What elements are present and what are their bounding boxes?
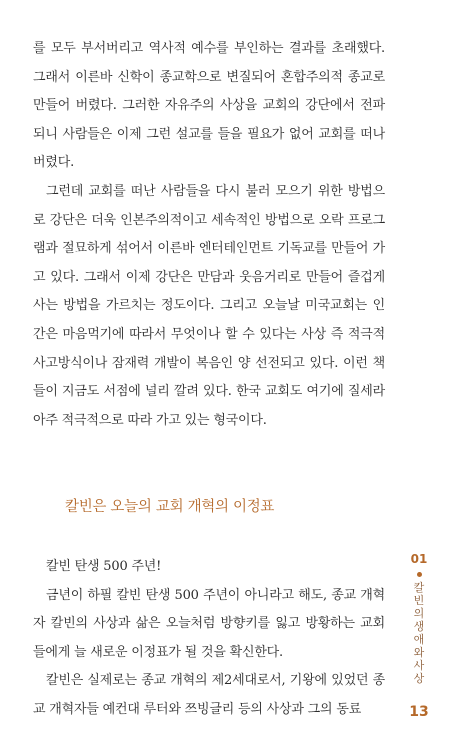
page-number: 13: [409, 704, 429, 720]
paragraph-4: 금년이 하필 칼빈 탄생 500 주년이 아니라고 해도, 종교 개혁자 칼빈의 사상과 삶은 오늘처럼 방향키를 잃고 방황하는 교회들에게 늘 새로운 이정표가 될 것을 확신한다.: [33, 587, 385, 660]
bullet-dot-icon: [417, 572, 422, 577]
paragraph-5: 칼빈은 실제로는 종교 개혁의 제2세대로서, 기왕에 있었던 종교 개혁자들 예컨대 루터와 쯔빙글리 등의 사상과 그의 동료: [33, 673, 385, 717]
paragraph-2: 그런데 교회를 떠난 사람들을 다시 불러 모으기 위한 방법으로 강단은 더욱 인본주의적이고 세속적인 방법으로 오락 프로그램과 절묘하게 섞어서 이른바 엔터테인먼트 기독교를 만들어 가고 있다. 그래서 이제 강단은 만담과 웃음거리로 만들어 즐겁게 사는 방법을 가르치는 정도이다. 그리고 오늘날 미국교회는 인간은 마음먹기에 따라서 무엇이나 할 수 있다는 사상 즉 적극적 사고방식이나 잠재력 개발이 복음인 양 선전되고 있다. 이런 책들이 지금도 서점에 널리 깔려 있다. 한국 교회도 여기에 질세라 아주 적극적으로 따라 가고 있는 형국이다.: [33, 183, 385, 428]
upper-body-text: [33, 35, 385, 435]
chapter-title: 칼빈의 생애와 사상: [413, 581, 425, 685]
lower-body-text: [33, 553, 385, 725]
section-heading: 칼빈은 오늘의 교회 개혁의 이정표: [65, 499, 275, 515]
chapter-number: 01: [410, 552, 428, 566]
paragraph-1: 를 모두 부서버리고 역사적 예수를 부인하는 결과를 초래했다. 그래서 이른바 신학이 종교학으로 변질되어 혼합주의적 종교로 만들어 버렸다. 그러한 자유주의 사상을 교회의 강단에서 전파되니 사람들은 이제 그런 설교를 들을 필요가 없어 교회를 떠나 버렸다.: [33, 41, 385, 171]
paragraph-3: 칼빈 탄생 500 주년!: [46, 559, 162, 574]
chapter-side-tab: [409, 552, 429, 685]
